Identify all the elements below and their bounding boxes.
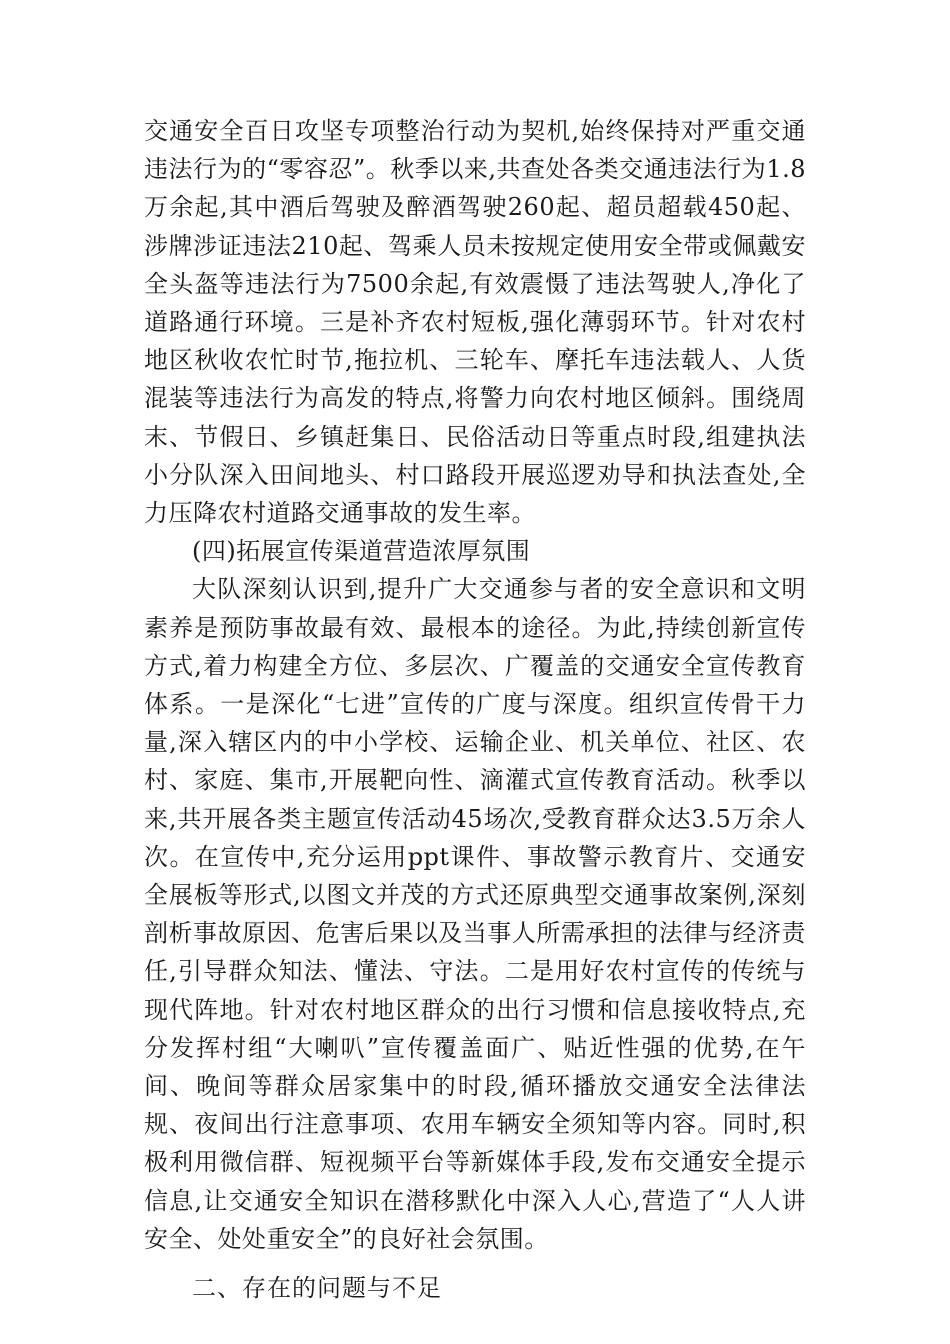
- subheading-publicity: (四)拓展宣传渠道营造浓厚氛围: [192, 537, 531, 566]
- body-paragraph-enforcement: 交通安全百日攻坚专项整治行动为契机,始终保持对严重交通违法行为的“零容忍”。秋季以来,共查处各类交通违法行为1.8万余起,其中酒后驾驶及醉酒驾驶260起、超员超载450起、涉牌涉证违法210起、驾乘人员未按规定使用安全带或佩戴安全头盔等违法行为7500余起,有效震慑了违法驾驶人,净化了道路通行环境。三是补齐农村短板,强化薄弱环节。针对农村地区秋收农忙时节,拖拉机、三轮车、摩托车违法载人、人货混装等违法行为高发的特点,将警力向农村地区倾斜。围绕周末、节假日、乡镇赶集日、民俗活动日等重点时段,组建执法小分队深入田间地头、村口路段开展巡逻劝导和执法查处,全力压降农村道路交通事故的发生率。: [144, 117, 806, 528]
- body-paragraph-publicity: 大队深刻认识到,提升广大交通参与者的安全意识和文明素养是预防事故最有效、最根本的途径。为此,持续创新宣传方式,着力构建全方位、多层次、广覆盖的交通安全宣传教育体系。一是深化“七进”宣传的广度与深度。组织宣传骨干力量,深入辖区内的中小学校、运输企业、机关单位、社区、农村、家庭、集市,开展靶向性、滴灌式宣传教育活动。秋季以来,共开展各类主题宣传活动45场次,受教育群众达3.5万余人次。在宣传中,充分运用ppt课件、事故警示教育片、交通安全展板等形式,以图文并茂的方式还原典型交通事故案例,深刻剖析事故原因、危害后果以及当事人所需承担的法律与经济责任,引导群众知法、懂法、守法。二是用好农村宣传的传统与现代阵地。针对农村地区群众的出行习惯和信息接收特点,充分发挥村组“大喇叭”宣传覆盖面广、贴近性强的优势,在午间、晚间等群众居家集中的时段,循环播放交通安全法律法规、夜间出行注意事项、农用车辆安全须知等内容。同时,积极利用微信群、短视频平台等新媒体手段,发布交通安全提示信息,让交通安全知识在潜移默化中深入人心,营造了“人人讲安全、处处重安全”的良好社会氛围。: [144, 575, 806, 1253]
- document-page: [144, 112, 806, 1308]
- section-heading-problems: 二、存在的问题与不足: [192, 1274, 442, 1303]
